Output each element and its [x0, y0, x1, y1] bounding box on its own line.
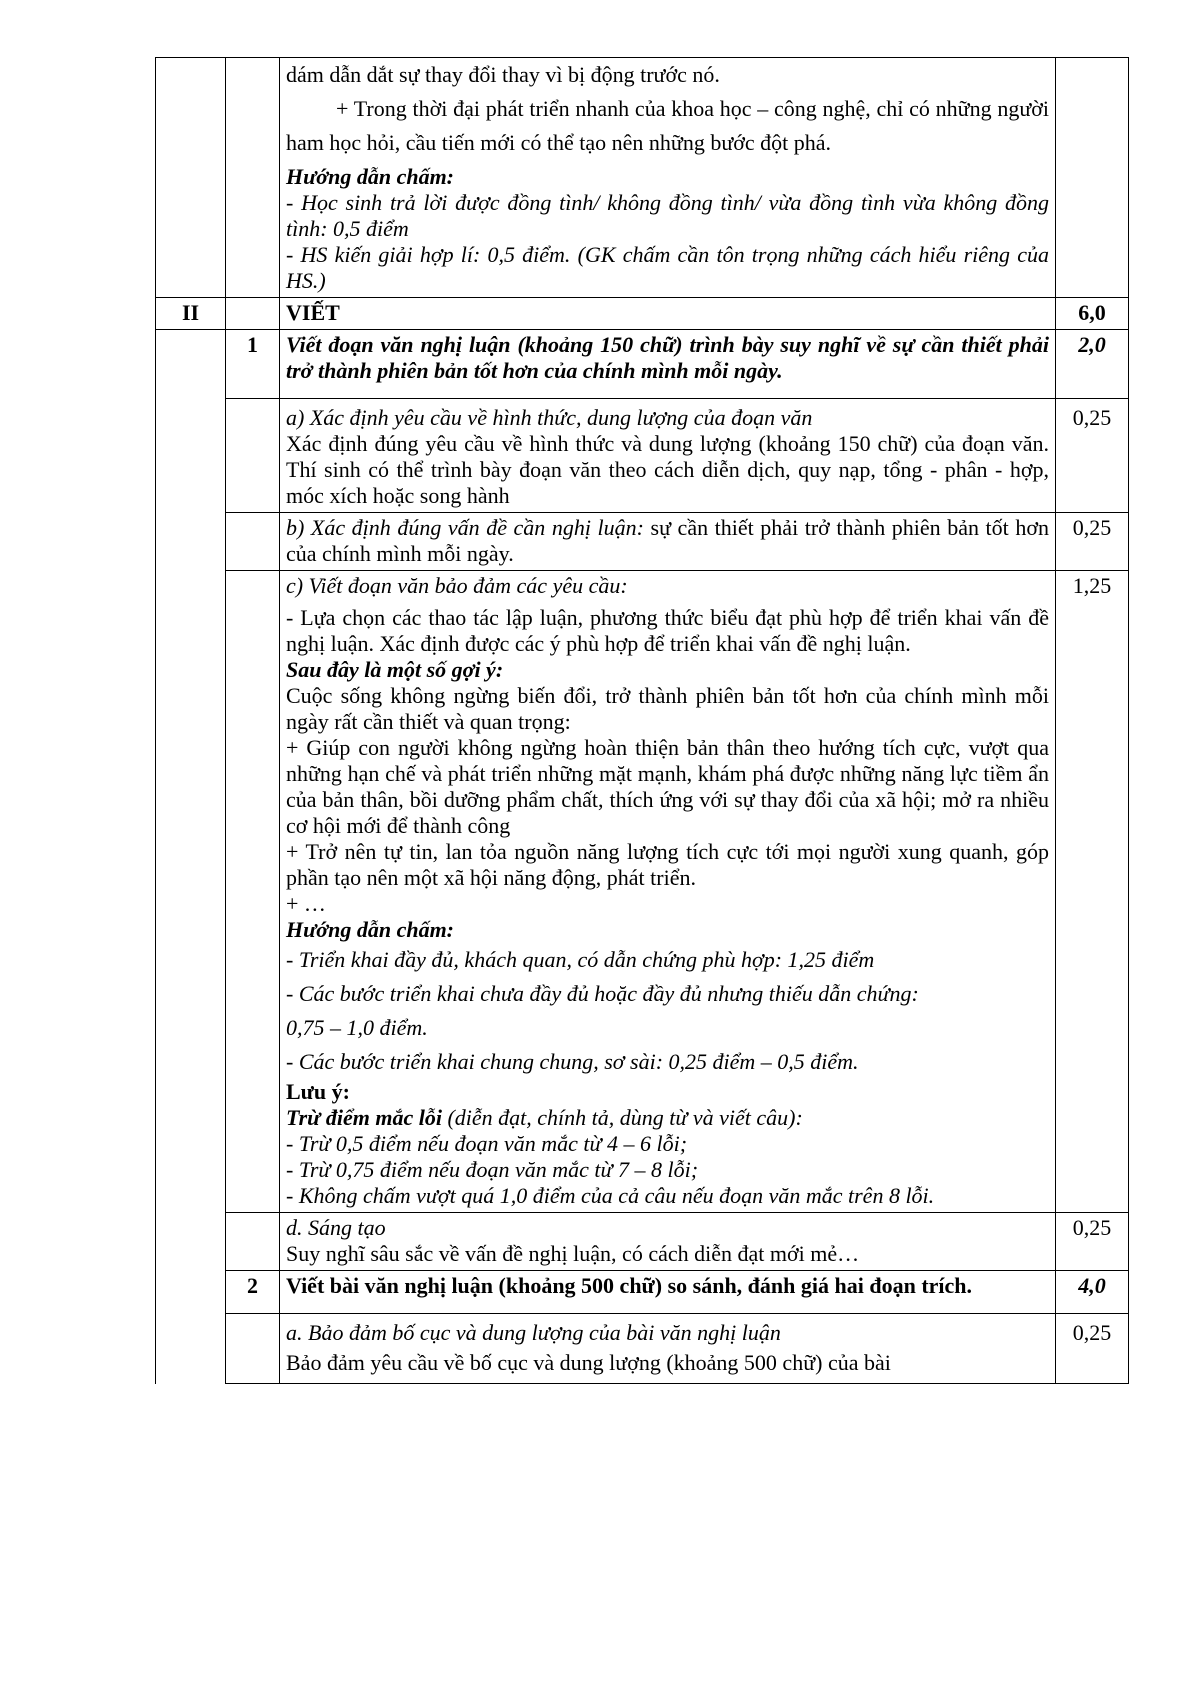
- part-cell: [156, 1314, 226, 1384]
- suggest-line: + …: [286, 891, 326, 916]
- criterion-cell: [280, 571, 1056, 1213]
- table-row: [156, 399, 1129, 513]
- suggest-line: Cuộc sống không ngừng biến đổi, trở thành phiên bản tốt hơn của chính mình mỗi ngày rất cần thiết và quan trọng:: [286, 683, 1049, 734]
- question-cell: [226, 513, 280, 571]
- section-score: 6,0: [1056, 298, 1129, 330]
- guide-line: 0,75 – 1,0 điểm.: [286, 1015, 428, 1040]
- paragraph: dám dẫn dắt sự thay đổi thay vì bị động trước nó.: [286, 62, 720, 87]
- score-cell: [1056, 58, 1129, 298]
- criterion-score: 1,25: [1056, 571, 1129, 1213]
- deduct-line: - Trừ 0,75 điểm nếu đoạn văn mắc từ 7 – 8 lỗi;: [286, 1157, 699, 1182]
- question-cell: [226, 399, 280, 513]
- table-row: [156, 513, 1129, 571]
- part-cell: [156, 399, 226, 513]
- grading-table: [155, 57, 1129, 1384]
- guide-line: - Học sinh trả lời được đồng tình/ không đồng tình/ vừa đồng tình vừa không đồng tình: 0,5 điểm: [286, 190, 1049, 241]
- criterion-score: 0,25: [1056, 399, 1129, 513]
- criterion-cell: [280, 1314, 1056, 1384]
- section-title: VIẾT: [280, 298, 1056, 330]
- part-cell: [156, 571, 226, 1213]
- question-cell: [226, 571, 280, 1213]
- question-cell: [226, 298, 280, 330]
- question-title: Viết bài văn nghị luận (khoảng 500 chữ) so sánh, đánh giá hai đoạn trích.: [280, 1271, 1056, 1314]
- table-row: [156, 298, 1129, 330]
- note-heading: Lưu ý:: [286, 1079, 350, 1104]
- criterion-cell: [280, 399, 1056, 513]
- table-row: [156, 1213, 1129, 1271]
- criterion-heading: a. Bảo đảm bố cục và dung lượng của bài văn nghị luận: [286, 1320, 781, 1345]
- deduct-desc: (diễn đạt, chính tả, dùng từ và viết câu):: [441, 1105, 803, 1130]
- criterion-text: - Lựa chọn các thao tác lập luận, phương thức biểu đạt phù hợp để triển khai vấn đề nghị luận. Xác định được các ý phù hợp để triển khai vấn đề nghị luận.: [286, 605, 1049, 656]
- question-cell: [226, 1213, 280, 1271]
- part-cell: [156, 330, 226, 399]
- question-cell: [226, 1314, 280, 1384]
- criterion-text: Bảo đảm yêu cầu về bố cục và dung lượng (khoảng 500 chữ) của bài: [286, 1350, 891, 1375]
- criterion-text: Xác định đúng yêu cầu về hình thức và dung lượng (khoảng 150 chữ) của đoạn văn. Thí sinh có thể trình bày đoạn văn theo cách diễn dịch, quy nạp, tổng - phân - hợp, móc xích hoặc song hành: [286, 431, 1049, 508]
- criterion-heading: b) Xác định đúng vấn đề cần nghị luận:: [286, 515, 644, 540]
- criterion-cell: [280, 1213, 1056, 1271]
- paragraph: + Trong thời đại phát triển nhanh của khoa học – công nghệ, chỉ có những người ham học hỏi, cầu tiến mới có thể tạo nên những bước đột phá.: [286, 96, 1049, 155]
- content-cell: [280, 58, 1056, 298]
- table-row: [156, 1314, 1129, 1384]
- question-score: 4,0: [1056, 1271, 1129, 1314]
- suggest-heading: Sau đây là một số gợi ý:: [286, 657, 504, 682]
- table-row: [156, 571, 1129, 1213]
- criterion-cell: [280, 513, 1056, 571]
- question-score: 2,0: [1056, 330, 1129, 399]
- guide-line: - Triển khai đầy đủ, khách quan, có dẫn chứng phù hợp: 1,25 điểm: [286, 947, 875, 972]
- criterion-score: 0,25: [1056, 1314, 1129, 1384]
- table-row: [156, 330, 1129, 399]
- suggest-line: + Giúp con người không ngừng hoàn thiện bản thân theo hướng tích cực, vượt qua những hạn chế và phát triển những mặt mạnh, khám phá được những năng lực tiềm ẩn của bản thân, bồi dưỡng phẩm chất, thích ứng với sự thay đổi của xã hội; mở ra nhiều cơ hội mới để thành công: [286, 735, 1049, 838]
- table-row: [156, 58, 1129, 298]
- guide-line: - HS kiến giải hợp lí: 0,5 điểm. (GK chấm cần tôn trọng những cách hiểu riêng của HS.): [286, 242, 1049, 293]
- part-cell: [156, 1271, 226, 1314]
- deduct-line: - Trừ 0,5 điểm nếu đoạn văn mắc từ 4 – 6 lỗi;: [286, 1131, 688, 1156]
- question-number: 2: [226, 1271, 280, 1314]
- part-cell: [156, 1213, 226, 1271]
- criterion-score: 0,25: [1056, 513, 1129, 571]
- criterion-heading: d. Sáng tạo: [286, 1215, 386, 1240]
- criterion-text: Suy nghĩ sâu sắc về vấn đề nghị luận, có cách diễn đạt mới mẻ…: [286, 1241, 860, 1266]
- table-row: [156, 1271, 1129, 1314]
- deduct-heading: Trừ điểm mắc lỗi: [286, 1105, 442, 1130]
- question-cell: [226, 58, 280, 298]
- deduct-rule: [286, 1105, 1049, 1131]
- guide-line: - Các bước triển khai chung chung, sơ sài: 0,25 điểm – 0,5 điểm.: [286, 1049, 859, 1074]
- guide-heading: Hướng dẫn chấm:: [286, 917, 455, 942]
- guide-heading: Hướng dẫn chấm:: [286, 164, 455, 189]
- criterion-heading: c) Viết đoạn văn bảo đảm các yêu cầu:: [286, 573, 628, 598]
- criterion-heading: a) Xác định yêu cầu về hình thức, dung lượng của đoạn văn: [286, 405, 813, 430]
- part-cell: [156, 513, 226, 571]
- suggest-line: + Trở nên tự tin, lan tỏa nguồn năng lượng tích cực tới mọi người xung quanh, góp phần tạo nên một xã hội năng động, phát triển.: [286, 839, 1049, 890]
- guide-line: - Các bước triển khai chưa đầy đủ hoặc đầy đủ nhưng thiếu dẫn chứng:: [286, 981, 919, 1006]
- criterion-score: 0,25: [1056, 1213, 1129, 1271]
- part-cell: [156, 58, 226, 298]
- question-number: 1: [226, 330, 280, 399]
- criterion-text: sự cần thiết phải trở thành phiên bản tốt hơn của chính mình mỗi ngày.: [286, 515, 1049, 566]
- deduct-line: - Không chấm vượt quá 1,0 điểm của cả câu nếu đoạn văn mắc trên 8 lỗi.: [286, 1183, 935, 1208]
- question-title: Viết đoạn văn nghị luận (khoảng 150 chữ) trình bày suy nghĩ về sự cần thiết phải trở thành phiên bản tốt hơn của chính mình mỗi ngày.: [280, 330, 1056, 399]
- part-number: II: [156, 298, 226, 330]
